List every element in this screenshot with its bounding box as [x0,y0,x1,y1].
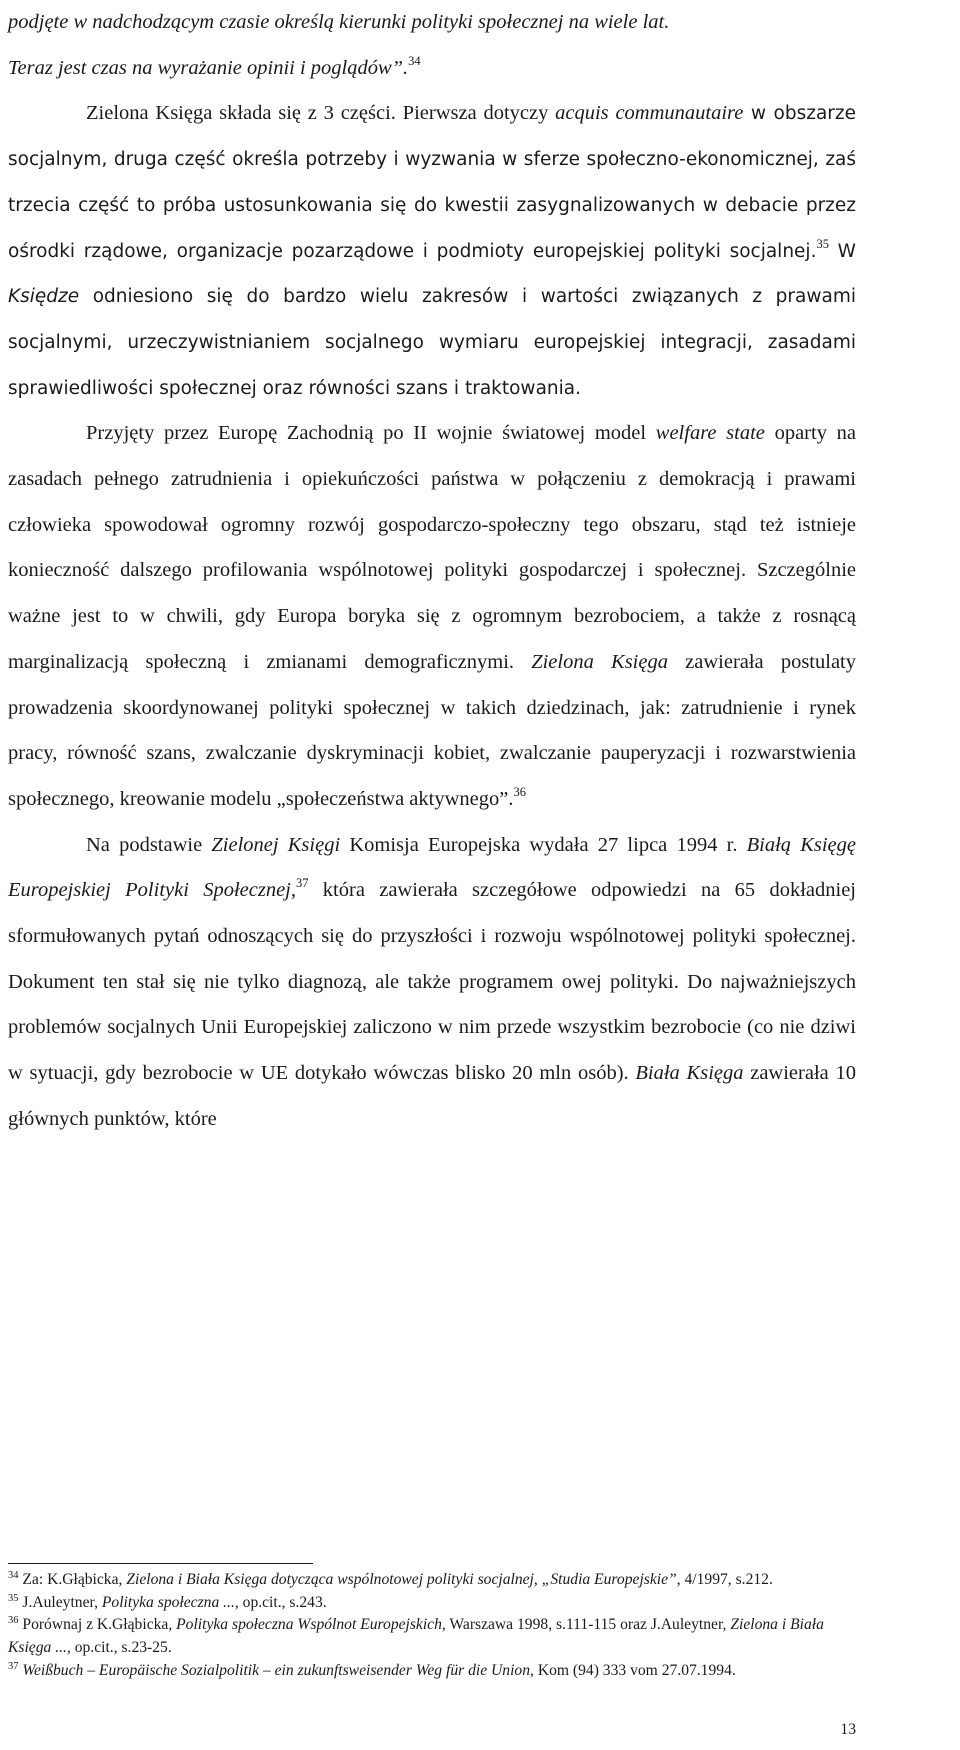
text-run: Za: K.Głąbicka, [18,1571,127,1588]
footnote-ref-34[interactable]: 34 [408,53,421,68]
main-text [8,0,856,1143]
text-run: Warszawa 1998, s.111-115 oraz J.Auleytner, [445,1616,731,1634]
text-run: która zawierała szczegółowe odpowiedzi na 65 dokładniej sformułowanych pytań odnoszących się do przyszłości i rozwoju wspólnotowej polityki społecznej. Dokument ten stał się nie tylko diagnozą, ale także programem owej polityki. Do najważniejszych problemów socjalnych Unii Europejskiej zaliczono w nim przede wszystkim bezrobocie (co nie dziwi w sytuacji, gdy bezrobocie w UE dotykało wówczas blisko 20 mln osób). [8,879,856,1085]
paragraph-welfare-state [8,411,856,822]
footnote-34 [8,1569,856,1592]
text-run: oparty na zasadach pełnego zatrudnienia i opiekuńczości państwa w połączeniu z demokracją i prawami człowieka spowodował ogromny rozwój gospodarczo-społeczny tego obszaru, stąd też istnieje konieczność dalszego profilowania wspólnotowej polityki gospodarczej i społecznej. Szczególnie ważne jest to w chwili, gdy Europa boryka się z ogromnym bezrobociem, a także z rosnącą marginalizacją społeczną i zmianami demograficznymi. [8,422,856,673]
paragraph-biala-ksiega [8,823,856,1143]
text-run: Zielona Księga składa się z 3 części. Pierwsza dotyczy [86,102,556,125]
italic-run: Polityka społeczna Wspólnot Europejskich, [176,1616,446,1634]
quote-line-2: Teraz jest czas na wyrażanie opinii i poglądów”. [8,56,409,79]
italic-run: Polityka społeczna ... [101,1593,235,1611]
italic-run: acquis communautaire [555,102,744,125]
text-run: , Kom (94) 333 vom 27.07.1994. [530,1661,736,1679]
text-run: J.Auleytner, [18,1593,102,1611]
footnotes [8,1569,856,1683]
italic-run: Zielonej Księgi [211,833,341,856]
footnote-separator [8,1563,313,1564]
paragraph-continued [8,0,856,91]
page-number: 13 [840,1721,856,1738]
italic-run: Zielona i Biała Księga ..., [8,1616,824,1657]
quote-line-1: podjęte w nadchodzącym czasie określą kierunki polityki społecznej na wiele lat. [8,11,670,33]
text-run: Na podstawie [86,833,212,856]
italic-run: Białą Księgę Europejskiej Polityki Społecznej, [8,833,857,902]
italic-run: Księdze [8,286,80,308]
footnote-number: 34 [8,1570,19,1581]
footnote-36 [8,1614,856,1659]
footnote-number: 35 [8,1592,19,1604]
text-run: w obszarze socjalnym, druga część określa potrzeby i wyzwania w sferze społeczno-ekonomicznej, zaś trzecia część to próba ustosunkowania się do kwestii zasygnalizowanych w debacie przez ośrodki rządowe, organizacje pozarządowe i podmioty europejskiej polityki socjalnej. [8,103,857,262]
footnote-ref-35[interactable]: 35 [816,236,829,251]
text-run: , op.cit., s.243. [234,1593,327,1611]
text-run: Komisja Europejska wydała 27 lipca 1994 r. [340,833,747,856]
text-run: zawierała postulaty prowadzenia skoordynowanej polityki społecznej w takich dziedzinach, jak: zatrudnienie i rynek pracy, równość szans, zwalczanie dyskryminacji kobiet, zwalczanie pauperyzacji i rozwarstwienia społecznego, kreowanie modelu „społeczeństwa aktywnego”. [8,650,856,810]
footnote-ref-36[interactable]: 36 [513,784,526,799]
footnote-number: 37 [8,1660,19,1672]
text-run: , 4/1997, s.212. [676,1571,773,1588]
italic-run: Zielona Księga [531,650,668,673]
text-run: W [828,240,856,262]
footnote-number: 36 [8,1615,19,1627]
text-run: , [533,1571,542,1588]
italic-run: Zielona i Biała Księga dotycząca wspólnotowej polityki socjalnej [126,1571,534,1588]
text-run: Przyjęty przez Europę Zachodnią po II wojnie światowej model [86,422,656,445]
paragraph-zielona-ksiega [8,91,856,411]
footnote-35 [8,1592,856,1615]
footnote-ref-37[interactable]: 37 [296,876,309,891]
italic-run: Biała Księga [635,1062,744,1085]
text-run: Porównaj z K.Głąbicka, [18,1616,177,1634]
text-run: odniesiono się do bardzo wielu zakresów i wartości związanych z prawami socjalnymi, urzeczywistnianiem socjalnego wymiaru europejskiej integracji, zasadami sprawiedliwości społecznej oraz równości szans i traktowania. [8,286,856,399]
italic-run: welfare state [655,422,765,445]
italic-run: „Studia Europejskie” [541,1571,677,1588]
footnote-37 [8,1660,856,1683]
text-run: op.cit., s.23-25. [70,1639,172,1657]
italic-run: Weißbuch – Europäische Sozialpolitik – ein zukunftsweisender Weg für die Union [22,1661,531,1679]
text-run: zawierała 10 głównych punktów, które [8,1062,856,1130]
